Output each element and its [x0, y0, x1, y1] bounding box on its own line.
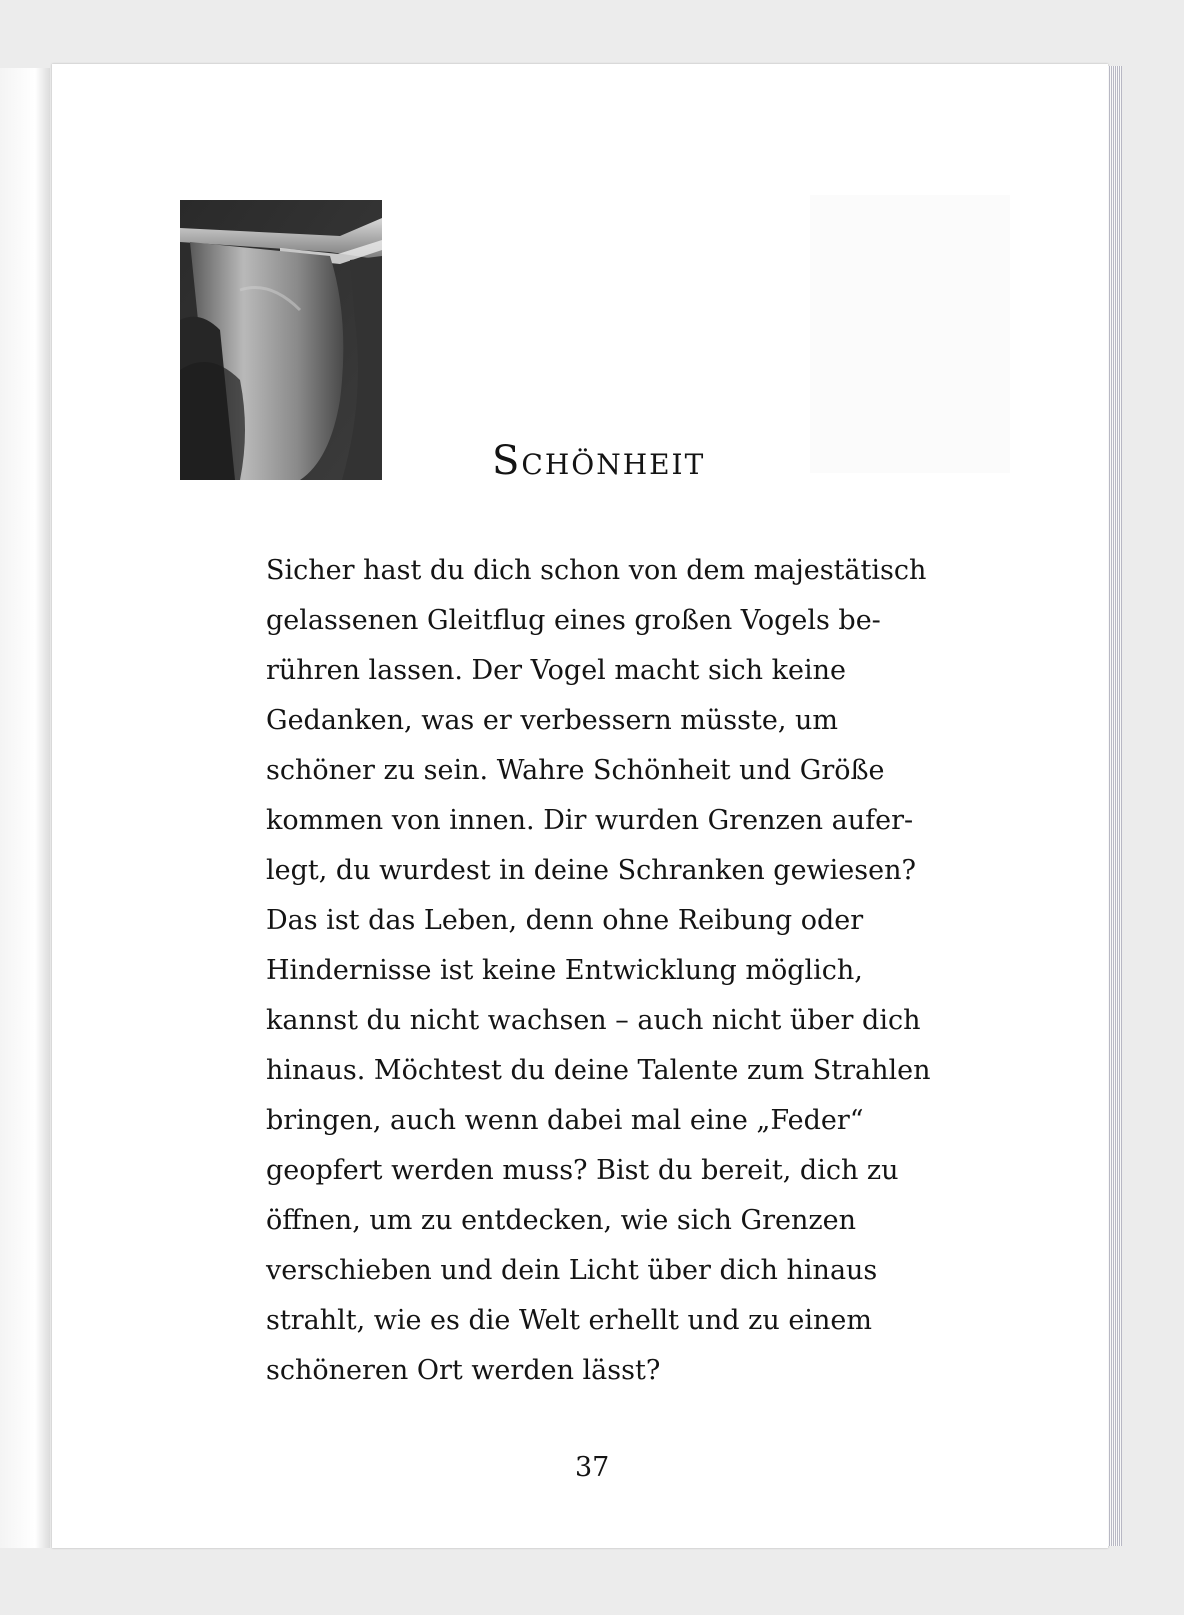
body-line: legt, du wurdest in deine Schranken gewiesen? — [266, 855, 916, 886]
body-line: Sicher hast du dich schon von dem majestätisch — [266, 555, 927, 586]
body-line: geopfert werden muss? Bist du bereit, dich zu — [266, 1155, 899, 1186]
page-stack-edge — [1108, 66, 1122, 1546]
chapter-title: Schönheit — [492, 438, 706, 484]
body-line: öffnen, um zu entdecken, wie sich Grenzen — [266, 1205, 856, 1236]
body-line: strahlt, wie es die Welt erhellt und zu einem — [266, 1305, 872, 1336]
show-through-image — [810, 195, 1010, 473]
body-line: schöner zu sein. Wahre Schönheit und Größe — [266, 755, 885, 786]
body-line: kommen von innen. Dir wurden Grenzen aufer- — [266, 805, 914, 836]
body-line: hinaus. Möchtest du deine Talente zum Strahlen — [266, 1055, 931, 1086]
body-line: Das ist das Leben, denn ohne Reibung oder — [266, 905, 864, 936]
body-line: schöneren Ort werden lässt? — [266, 1355, 661, 1386]
page-number: 37 — [575, 1452, 610, 1483]
body-line: Gedanken, was er verbessern müsste, um — [266, 705, 838, 736]
body-line: bringen, auch wenn dabei mal eine „Feder“ — [266, 1105, 864, 1136]
body-line: kannst du nicht wachsen – auch nicht über dich — [266, 1005, 921, 1036]
left-page-edge — [0, 68, 50, 1548]
body-line: Hindernisse ist keine Entwicklung möglich, — [266, 955, 863, 986]
stone-photo — [180, 200, 382, 480]
body-line: gelassenen Gleitflug eines großen Vogels be- — [266, 605, 881, 636]
body-text — [266, 546, 1006, 1396]
body-line: rühren lassen. Der Vogel macht sich keine — [266, 655, 846, 686]
body-line: verschieben und dein Licht über dich hinaus — [266, 1255, 878, 1286]
